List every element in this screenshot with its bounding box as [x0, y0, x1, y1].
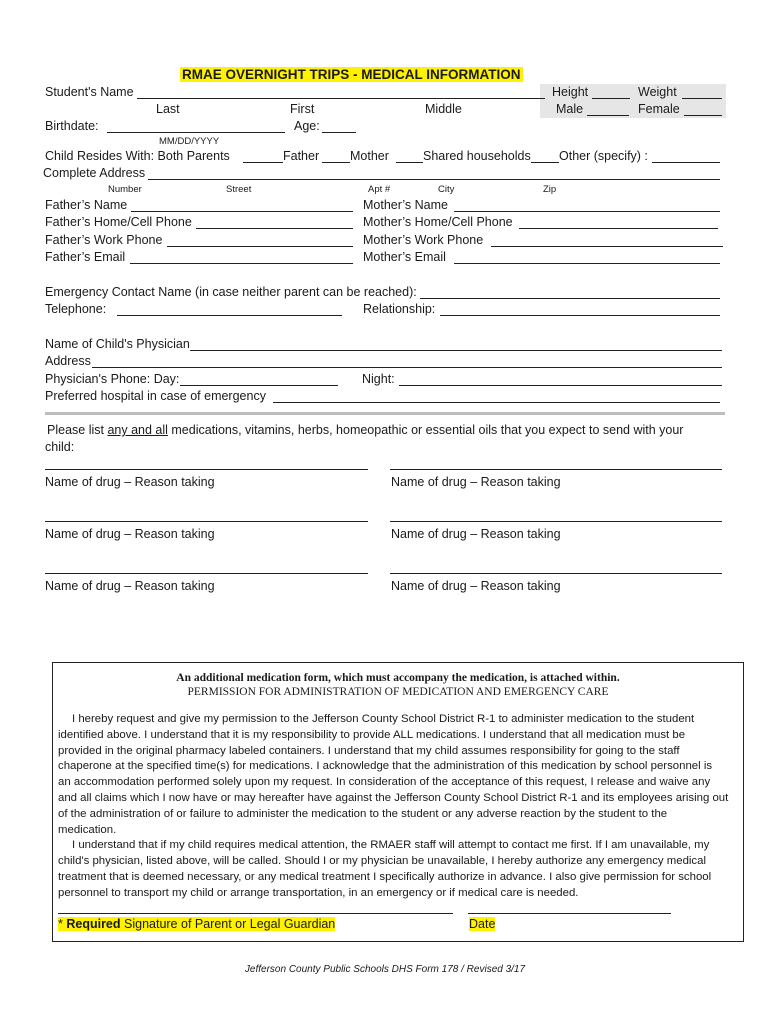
mothers-email-label: Mother’s Email — [363, 250, 446, 264]
date-format-hint: MM/DD/YYYY — [159, 136, 220, 147]
address-number-hint: Number — [108, 184, 142, 195]
permission-heading-2: PERMISSION FOR ADMINISTRATION OF MEDICATION AND EMERGENCY CARE — [187, 686, 609, 698]
drug-field-2[interactable] — [390, 469, 722, 470]
mothers-name-label: Mother’s Name — [363, 198, 448, 212]
drug-field-6[interactable] — [390, 573, 722, 574]
mothers-email-field[interactable] — [454, 263, 720, 264]
form-title: RMAE OVERNIGHT TRIPS - MEDICAL INFORMATION — [182, 67, 521, 82]
drug-label-5: Name of drug – Reason taking — [45, 579, 215, 593]
para1-line: identified above. I understand that it is my responsibility to provide ALL medications. I understand that all medication must be — [58, 728, 686, 741]
address-apt-hint: Apt # — [368, 184, 391, 195]
father-option-label: Father — [283, 149, 320, 163]
signature-field[interactable] — [58, 913, 453, 914]
mothers-name-field[interactable] — [454, 211, 720, 212]
para2-line: I understand that if my child requires medical attention, the RMAER staff will attempt to contact me first. If I am unavailable, my — [72, 839, 710, 852]
drug-label-4: Name of drug – Reason taking — [391, 527, 561, 541]
address-zip-hint: Zip — [543, 184, 557, 195]
hospital-field[interactable] — [273, 402, 720, 403]
physician-day-label: Physician's Phone: Day: — [45, 372, 180, 386]
birthdate-field[interactable] — [107, 132, 285, 133]
complete-address-field[interactable] — [148, 179, 720, 180]
female-field[interactable] — [684, 115, 722, 116]
fathers-phone-field[interactable] — [196, 228, 353, 229]
physician-name-label: Name of Child's Physician — [45, 337, 190, 351]
address-city-hint: City — [438, 184, 455, 195]
drug-label-1: Name of drug – Reason taking — [45, 475, 215, 489]
fathers-email-label: Father’s Email — [45, 250, 126, 264]
weight-label: Weight — [638, 85, 677, 99]
signature-label: * Required Signature of Parent or Legal Guardian — [58, 917, 336, 931]
height-label: Height — [552, 85, 589, 99]
child-resides-label: Child Resides With: Both Parents — [45, 149, 230, 163]
physician-address-label: Address — [45, 354, 91, 368]
male-field[interactable] — [587, 115, 629, 116]
drug-field-3[interactable] — [45, 521, 368, 522]
complete-address-label: Complete Address — [43, 166, 146, 180]
medications-intro: Please list any and all medications, vitamins, herbs, homeopathic or essential oils that you expect to send with your — [47, 423, 684, 437]
physician-address-field[interactable] — [92, 367, 722, 368]
fathers-work-field[interactable] — [167, 246, 353, 247]
fathers-work-label: Father’s Work Phone — [45, 233, 163, 247]
drug-field-1[interactable] — [45, 469, 368, 470]
emergency-contact-label: Emergency Contact Name (in case neither parent can be reached): — [45, 285, 417, 299]
resides-other-field[interactable] — [531, 162, 559, 163]
physician-name-field[interactable] — [190, 350, 722, 351]
para2-line: treatment that is deemed necessary, or any medical treatment I specifically authorize in advance. I also give permission for school — [58, 870, 712, 883]
fathers-phone-label: Father’s Home/Cell Phone — [45, 215, 192, 229]
telephone-field[interactable] — [117, 315, 342, 316]
para1-line: chaperone at the specified time(s) for medications. I acknowledge that the administration of this medication by school personnel is — [58, 760, 713, 773]
emergency-contact-field[interactable] — [420, 298, 720, 299]
mother-option-label: Mother — [350, 149, 389, 163]
para2-line: child's physician, listed above, will be called. Should I or my physician be unavailable, I hereby authorize any emergency medical — [58, 855, 706, 868]
night-field[interactable] — [399, 385, 722, 386]
date-field[interactable] — [468, 913, 671, 914]
para1-line: an accommodation performed solely upon my request. In consideration of the acceptance of this request, I release and waive any — [58, 776, 711, 789]
weight-field[interactable] — [682, 98, 722, 99]
age-field[interactable] — [322, 132, 356, 133]
para1-line: I hereby request and give my permission to the Jefferson County School District R-1 to administer medication to the student — [72, 713, 695, 725]
student-name-field[interactable] — [137, 98, 545, 99]
drug-field-5[interactable] — [45, 573, 368, 574]
telephone-label: Telephone: — [45, 302, 107, 316]
resides-mother-field[interactable] — [322, 162, 350, 163]
fathers-name-field[interactable] — [131, 211, 353, 212]
resides-shared-field[interactable] — [396, 162, 423, 163]
para1-line: and all claims which I now have or may hereafter have against the Jefferson County School District R-1 and its employees arising out — [58, 791, 729, 804]
drug-field-4[interactable] — [390, 521, 722, 522]
other-option-label: Other (specify) : — [559, 149, 648, 163]
last-label: Last — [156, 102, 180, 116]
other-specify-field[interactable] — [652, 162, 720, 163]
permission-paragraph-1 — [58, 712, 738, 902]
date-label: Date — [469, 917, 496, 931]
form-footer: Jefferson County Public Schools DHS Form 178 / Revised 3/17 — [244, 964, 526, 975]
male-label: Male — [556, 102, 584, 116]
middle-label: Middle — [425, 102, 462, 116]
height-field[interactable] — [592, 98, 630, 99]
female-label: Female — [638, 102, 680, 116]
permission-heading-1: An additional medication form, which must accompany the medication, is attached within. — [176, 672, 620, 684]
student-name-label: Student's Name — [45, 85, 134, 99]
mothers-work-field[interactable] — [491, 246, 723, 247]
fathers-name-label: Father’s Name — [45, 198, 128, 212]
drug-label-6: Name of drug – Reason taking — [391, 579, 561, 593]
first-label: First — [290, 102, 315, 116]
mothers-work-label: Mother’s Work Phone — [363, 233, 484, 247]
birthdate-label: Birthdate: — [45, 119, 99, 133]
relationship-label: Relationship: — [363, 302, 436, 316]
drug-label-2: Name of drug – Reason taking — [391, 475, 561, 489]
address-street-hint: Street — [226, 184, 252, 195]
shared-option-label: Shared households — [423, 149, 531, 163]
drug-label-3: Name of drug – Reason taking — [45, 527, 215, 541]
fathers-email-field[interactable] — [130, 263, 353, 264]
night-label: Night: — [362, 372, 395, 386]
section-divider — [45, 412, 725, 415]
physician-day-field[interactable] — [180, 385, 338, 386]
resides-father-field[interactable] — [243, 162, 283, 163]
mothers-phone-field[interactable] — [519, 228, 718, 229]
para1-line: provided in the original pharmacy labeled containers. I understand that my child assumes responsibility for going to the staff — [58, 744, 680, 757]
hospital-label: Preferred hospital in case of emergency — [45, 389, 266, 403]
relationship-field[interactable] — [440, 315, 720, 316]
para2-line: personnel to transport my child or arrange transportation, in an emergency or if medical care is needed. — [58, 886, 579, 899]
para1-line: medication. — [58, 823, 117, 836]
para1-line: of the administration of or failure to administer the medication to the student or any adverse reaction by the student to the — [58, 807, 668, 820]
mothers-phone-label: Mother’s Home/Cell Phone — [363, 215, 513, 229]
medications-intro-cont: child: — [45, 440, 75, 454]
age-label: Age: — [294, 119, 320, 133]
